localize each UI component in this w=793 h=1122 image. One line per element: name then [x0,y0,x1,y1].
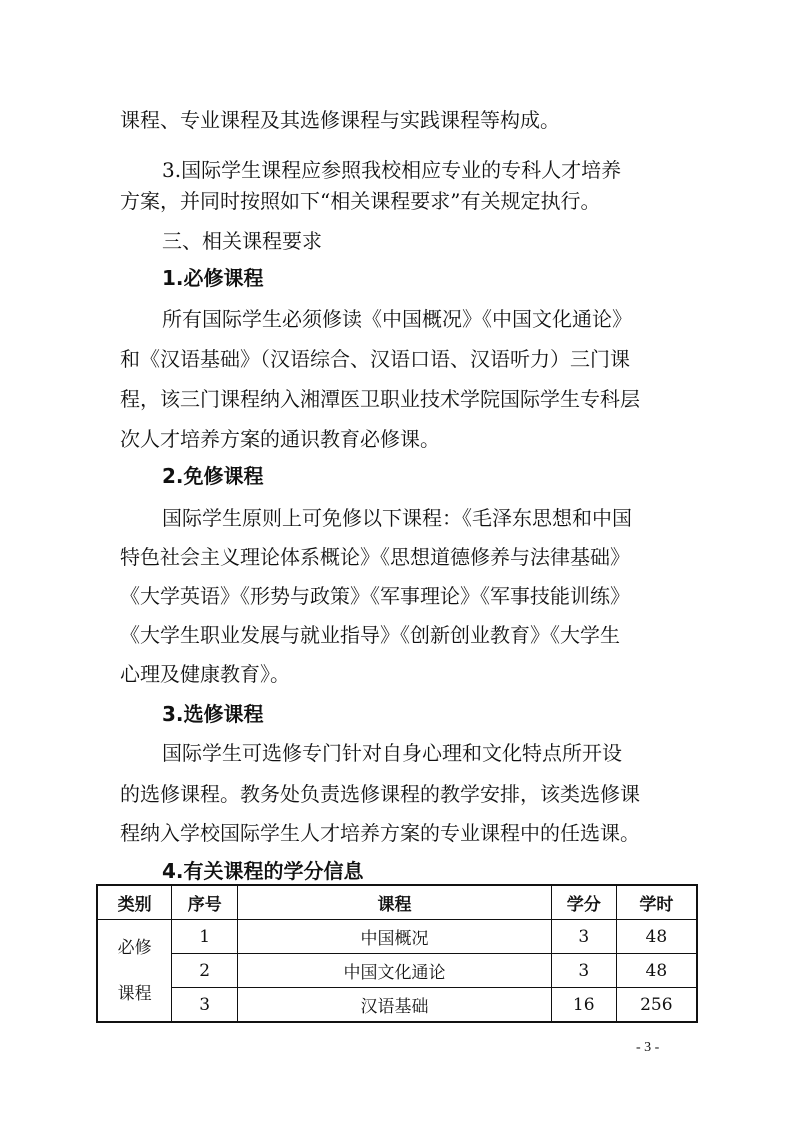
credits-table [96,884,698,1023]
category-text: 必修课程 [117,937,152,1004]
body-text-line: 所有国际学生必须修读《中国概况》《中国文化通论》 [162,307,632,331]
row-hours: 48 [616,920,697,954]
header-credit: 学分 [551,885,616,920]
body-text-line: 方案，并同时按照如下“相关课程要求”有关规定执行。 [120,189,601,213]
header-category: 类别 [97,885,172,920]
body-text-line: 3.国际学生课程应参照我校相应专业的专科人才培养 [162,158,622,182]
body-text-line: 国际学生原则上可免修以下课程：《毛泽东思想和中国 [162,506,632,530]
subsection-heading-exempt: 2.免修课程 [162,464,264,488]
row-number: 1 [172,920,238,954]
continued-text-line: 课程、专业课程及其选修课程与实践课程等构成。 [120,108,560,132]
row-credit: 3 [551,920,616,954]
body-text-line: 次人才培养方案的通识教育必修课。 [120,427,440,451]
table-row [97,920,697,954]
subsection-heading-required: 1.必修课程 [162,266,264,290]
body-text-line: 程，该三门课程纳入湘潭医卫职业技术学院国际学生专科层 [120,387,640,411]
section-heading: 三、相关课程要求 [162,229,322,253]
row-hours: 256 [616,988,697,1023]
row-number: 2 [172,954,238,988]
body-text-line: 程纳入学校国际学生人才培养方案的专业课程中的任选课。 [120,821,640,845]
row-credit: 3 [551,954,616,988]
table-row [97,988,697,1023]
body-text-line: 国际学生可选修专门针对自身心理和文化特点所开设 [162,741,622,765]
row-credit: 16 [551,988,616,1023]
row-hours: 48 [616,954,697,988]
header-course: 课程 [238,885,552,920]
body-text-line: 特色社会主义理论体系概论》《思想道德修养与法律基础》 [120,545,630,569]
body-text-line: 心理及健康教育》。 [120,662,290,686]
body-text-line: 《大学生职业发展与就业指导》《创新创业教育》《大学生 [120,623,620,647]
row-course: 中国概况 [238,920,552,954]
subsection-heading-elective: 3.选修课程 [162,702,264,726]
table-header-row [97,885,697,920]
category-cell [97,920,172,1023]
header-number: 序号 [172,885,238,920]
table-row [97,954,697,988]
row-course: 汉语基础 [238,988,552,1023]
row-course: 中国文化通论 [238,954,552,988]
body-text-line: 和《汉语基础》（汉语综合、汉语口语、汉语听力）三门课 [120,347,630,371]
body-text-line: 《大学英语》《形势与政策》《军事理论》《军事技能训练》 [120,584,630,608]
row-number: 3 [172,988,238,1023]
page-number: - 3 - [636,1040,660,1055]
header-hours: 学时 [616,885,697,920]
subsection-heading-credits: 4.有关课程的学分信息 [162,859,364,883]
body-text-line: 的选修课程。教务处负责选修课程的教学安排，该类选修课 [120,782,640,806]
